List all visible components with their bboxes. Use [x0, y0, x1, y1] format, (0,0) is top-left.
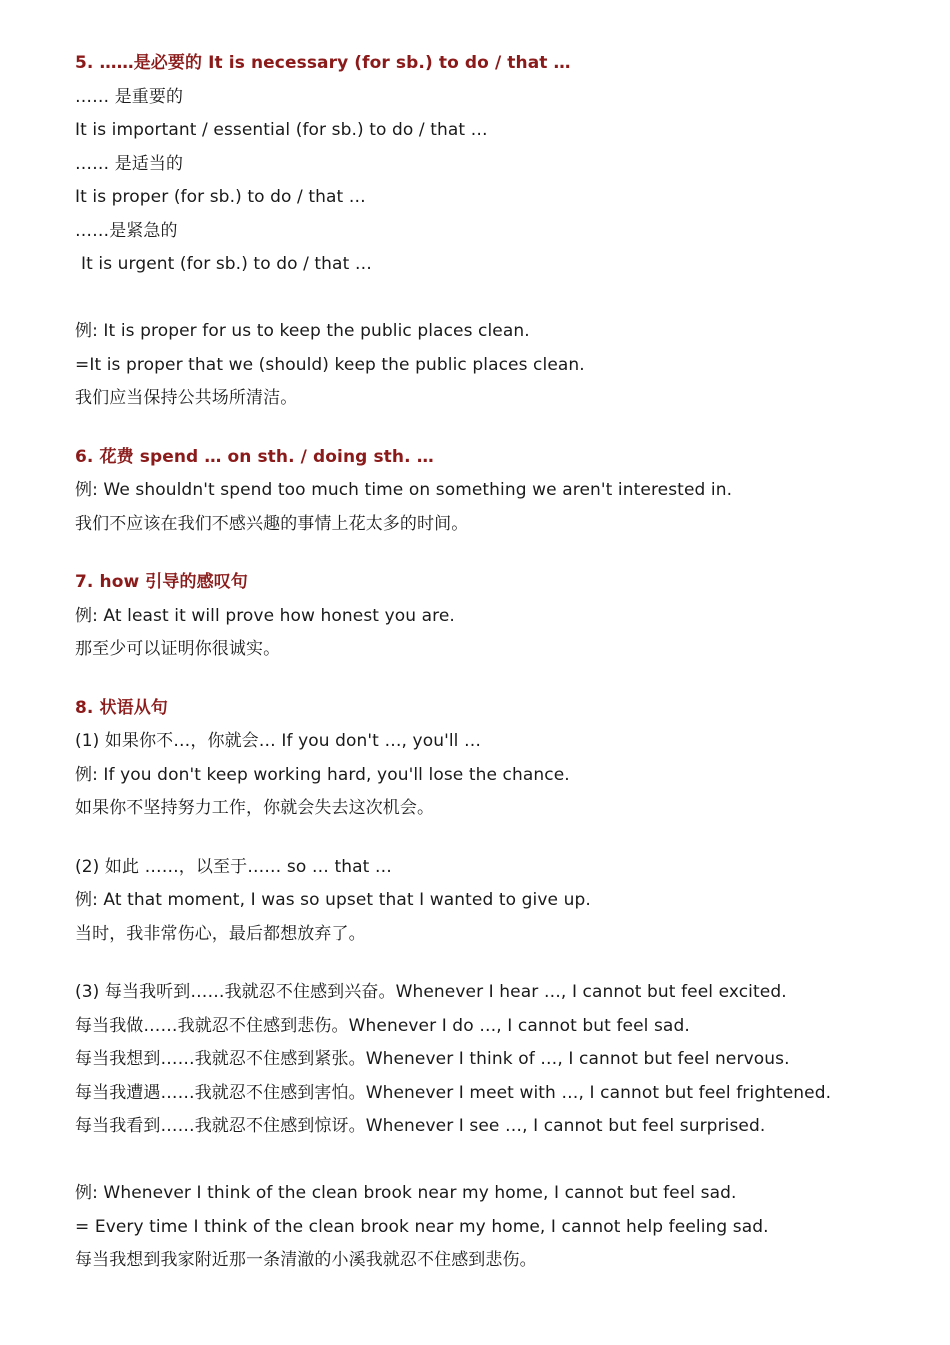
translation-line: 我们不应该在我们不感兴趣的事情上花太多的时间。: [75, 513, 469, 534]
translation-line: 那至少可以证明你很诚实。: [75, 639, 281, 659]
text-line: (3) 每当我听到……我就忍不住感到兴奋。Whenever I hear …, I cannot but feel excited.: [75, 982, 787, 1002]
text-line: 每当我看到……我就忍不住感到惊讶。Whenever I see …, I cannot but feel surprised.: [75, 1116, 766, 1136]
example-line: 例: Whenever I think of the clean brook near my home, I cannot but feel sad.: [75, 1183, 737, 1203]
text-line: …… 是适当的: [75, 153, 184, 174]
section-8-heading: 8. 状语从句: [75, 697, 168, 718]
text-line: It is proper (for sb.) to do / that …: [75, 187, 366, 207]
text-line: It is urgent (for sb.) to do / that …: [81, 254, 372, 274]
translation-line: 如果你不坚持努力工作，你就会失去这次机会。: [75, 798, 435, 818]
translation-line: 每当我想到我家附近那一条清澈的小溪我就忍不住感到悲伤。: [75, 1250, 537, 1270]
text-line: (1) 如果你不…，你就会… If you don't …, you'll …: [75, 731, 482, 751]
translation-line: 当时，我非常伤心，最后都想放弃了。: [75, 923, 366, 944]
example-line: 例: At least it will prove how honest you are.: [75, 605, 455, 626]
example-line: 例: It is proper for us to keep the public places clean.: [75, 321, 530, 341]
text-line: ……是紧急的: [75, 220, 178, 241]
translation-line: 我们应当保持公共场所清洁。: [75, 388, 298, 408]
text-line: (2) 如此 ……，以至于…… so … that …: [75, 856, 392, 877]
example-line: =It is proper that we (should) keep the public places clean.: [75, 354, 585, 375]
text-line: It is important / essential (for sb.) to do / that …: [75, 120, 488, 140]
example-line: = Every time I think of the clean brook near my home, I cannot help feeling sad.: [75, 1216, 769, 1237]
example-line: 例: If you don't keep working hard, you'll lose the chance.: [75, 764, 570, 785]
text-line: 每当我想到……我就忍不住感到紧张。Whenever I think of …, I cannot but feel nervous.: [75, 1049, 790, 1069]
section-6-heading: 6. 花费 spend … on sth. / doing sth. …: [75, 446, 434, 467]
document-page: [75, 47, 935, 1278]
text-line: 每当我做……我就忍不住感到悲伤。Whenever I do …, I cannot but feel sad.: [75, 1015, 690, 1036]
section-5-heading: 5. ……是必要的 It is necessary (for sb.) to do / that …: [75, 53, 571, 73]
example-line: 例: At that moment, I was so upset that I wanted to give up.: [75, 890, 591, 910]
section-7-heading: 7. how 引导的感叹句: [75, 572, 248, 592]
text-line: 每当我遭遇……我就忍不住感到害怕。Whenever I meet with …, I cannot but feel frightened.: [75, 1082, 832, 1103]
example-line: 例: We shouldn't spend too much time on something we aren't interested in.: [75, 480, 733, 500]
text-line: …… 是重要的: [75, 86, 184, 107]
